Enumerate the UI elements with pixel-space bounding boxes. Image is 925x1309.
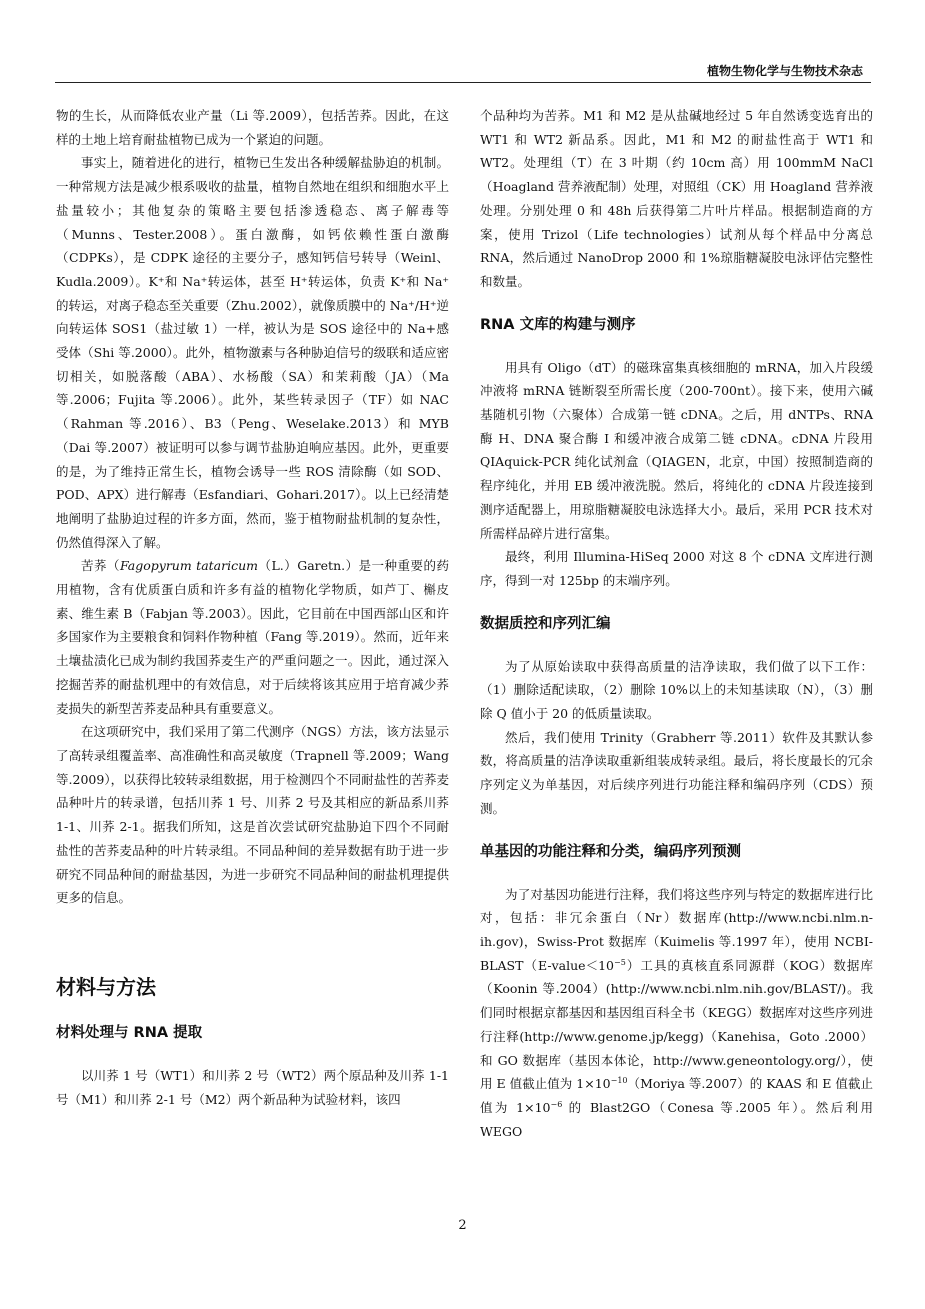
paragraph: 为了从原始读取中获得高质量的洁净读取，我们做了以下工作：（1）删除适配读取，（2）删除 10%以上的未知基读取（N），（3）删除 Q 值小于 20 的低质量读取。 [480,658,873,722]
text-span: 为了对基因功能进行注释，我们将这些序列与特定的数据库进行比对，包括：非冗余蛋白（Nr）数据库(http://www.ncbi.nlm.n-ih.gov)，Swiss-Prot 数据库（Kuimelis 等.1997 年），使用 NCBI-BLAST（E-value＜10 [480,886,873,973]
right-column [480,104,873,1143]
text-span: 的 Blast2GO（Conesa 等.2005 年）。然后利用 WEGO [480,1099,873,1139]
text-span: （Moriya 等.2007）的 KAAS 和 E 值截止值为 1×10 [480,1076,873,1115]
subsection-heading-library: RNA 文库的构建与测序 [480,316,636,333]
paragraph: 然后，我们使用 Trinity（Grabherr 等.2011）软件及其默认参数，将高质量的洁净读取重新组装成转录组。最后，将长度最长的冗余序列定义为单基因，对后续序列进行功能注释和编码序列（CDS）预测。 [480,729,873,816]
paragraph: 个品种均为苦荞。M1 和 M2 是从盐碱地经过 5 年自然诱变选育出的 WT1 和 WT2 新品系。因此，M1 和 M2 的耐盐性高于 WT1 和 WT2。处理组（T）在 3 叶期（约 10cm 高）用 100mmM NaCl（Hoagland 营养液配制）处理，对照组（CK）用 Hoagland 营养液处理。分别处理 0 和 48h 后获得第二片叶片样品。根据制造商的方案，使用 Trizol（Life technologies）试剂从每个样品中分离总 RNA，然后通过 NanoDrop 2000 和 1%琼脂糖凝胶电泳评估完整性和数量。 [480,108,873,289]
paragraph: 用具有 Oligo（dT）的磁珠富集真核细胞的 mRNA，加入片段缓冲液将 mRNA 链断裂至所需长度（200-700nt）。接下来，使用六碱基随机引物（六聚体）合成第一链 cDNA。之后，用 dNTPs、RNA 酶 H、DNA 聚合酶 I 和缓冲液合成第二链 cDNA。cDNA 片段用 QIAquick-PCR 纯化试剂盒（QIAGEN，北京，中国）按照制造商的程序纯化，并用 EB 缓冲液洗脱。然后，将纯化的 cDNA 片段连接到测序适配器上，用琼脂糖凝胶电泳选择大小。最后，采用 PCR 技术对所需样品碎片进行富集。 [480,359,873,541]
text-span: ）工具的真核直系同源群（KOG）数据库（Koonin 等.2004）(http://www.ncbi.nlm.nih.gov/BLAST/)。我们同时根据京都基因和基因组百科全书（KEGG）数据库对这些序列进行注释(http://www.genome.jp/kegg)（Kanehisa，Goto .2000）和 GO 数据库（基因本体论，http://www.geneontology.org/），使用 E 值截止值为 1×10 [480,957,873,1092]
superscript: −6 [550,1099,563,1109]
paragraph: 物的生长，从而降低农业产量（Li 等.2009），包括苦荞。因此，在这样的土地上培育耐盐植物已成为一个紧迫的问题。 [56,108,449,147]
paragraph: 事实上，随着进化的进行，植物已生发出各种缓解盐胁迫的机制。一种常规方法是减少根系吸收的盐量，植物自然地在组织和细胞水平上盐量较小；其他复杂的策略主要包括渗透稳态、离子解毒等（Munns、Tester.2008）。蛋白激酶，如钙依赖性蛋白激酶（CDPKs），是 CDPK 途径的主要分子，感知钙信号转导（Weinl、Kudla.2009）。K⁺和 Na⁺转运体，甚至 H⁺转运体，负责 K⁺和 Na⁺的转运，对离子稳态至关重要（Zhu.2002），就像质膜中的 Na⁺/H⁺逆向转运体 SOS1（盐过敏 1）一样，被认为是 SOS 途径中的 Na+感受体（Shi 等.2000）。此外，植物激素与各种胁迫信号的级联和适应密切相关，如脱落酸（ABA）、水杨酸（SA）和茉莉酸（JA）（Ma 等.2006；Fujita 等.2006）。此外，某些转录因子（TF）如 NAC（Rahman 等.2016）、B3（Peng、Weselake.2013）和 MYB（Dai 等.2007）被证明可以参与调节盐胁迫响应基因。此外，更重要的是，为了维持正常生长，植物会诱导一些 ROS 清除酶（如 SOD、POD、APX）进行解毒（Esfandiari、Gohari.2017）。以上已经清楚地阐明了盐胁迫过程的许多方面，然而，鉴于植物耐盐机制的复杂性，仍然值得深入了解。 [56,155,449,550]
paragraph [56,554,449,720]
left-column [56,104,449,1111]
superscript: −10 [610,1076,628,1086]
paragraph: 最终，利用 Illumina-HiSeq 2000 对这 8 个 cDNA 文库进行测序，得到一对 125bp 的末端序列。 [480,549,873,588]
subsection-heading-annotation: 单基因的功能注释和分类，编码序列预测 [480,843,741,860]
paragraph [480,883,873,1144]
superscript: −5 [613,957,626,967]
text-span: （L.）Garetn.）是一种重要的药用植物，含有优质蛋白质和许多有益的植物化学物质，如芦丁、槲皮素、维生素 B（Fabjan 等.2003）。因此，它目前在中国西部山区和许多国家作为主要粮食和饲料作物种植（Fang 等.2019）。然而，近年来土壤盐渍化已成为制约我国荞麦生产的严重问题之一。因此，通过深入挖掘苦荞的耐盐机理中的有效信息，对于后续将该其应用于培育减少荞麦损失的新型苦荞麦品种具有重要意义。 [56,558,449,716]
subsection-heading-material: 材料处理与 RNA 提取 [56,1024,203,1041]
paragraph: 在这项研究中，我们采用了第二代测序（NGS）方法，该方法显示了高转录组覆盖率、高准确性和高灵敏度（Trapnell 等.2009；Wang 等.2009），以获得比较转录组数据，用于检测四个不同耐盐性的苦荞麦品种叶片的转录谱，包括川荞 1 号、川荞 2 号及其相应的新品系川荞 1-1、川荞 2-1。据我们所知，这是首次尝试研究盐胁迫下四个不同耐盐性的苦荞麦品种的叶片转录组。不同品种间的差异数据有助于进一步研究不同品种间的耐盐基因，为进一步研究不同品种间的耐盐机理提供更多的信息。 [56,724,449,906]
header-rule [55,82,871,83]
journal-header: 植物生物化学与生物技术杂志 [706,64,863,78]
species-name: Fagopyrum tataricum [119,558,259,574]
paragraph: 以川荞 1 号（WT1）和川荞 2 号（WT2）两个原品种及川荞 1-1 号（M1）和川荞 2-1 号（M2）两个新品种为试验材料，该四 [56,1067,449,1107]
section-heading-methods: 材料与方法 [56,974,156,999]
text-span: 苦荞（ [81,558,120,574]
subsection-heading-qc: 数据质控和序列汇编 [480,615,611,632]
page-number: 2 [458,1218,467,1233]
